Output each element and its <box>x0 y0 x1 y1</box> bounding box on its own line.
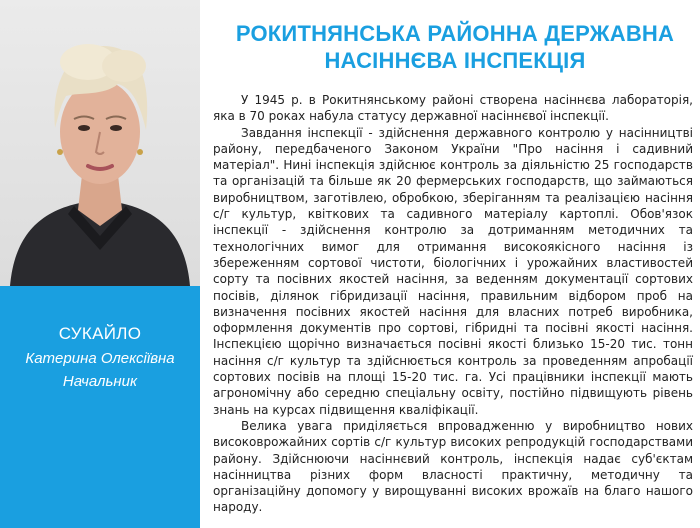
person-position: Начальник <box>62 373 138 390</box>
caption-panel <box>0 286 200 528</box>
page-title <box>220 20 690 74</box>
person-full-name: Катерина Олексіївна <box>25 350 175 367</box>
title-line-2: НАСІННЄВА ІНСПЕКЦІЯ <box>324 48 586 73</box>
paragraph-history: У 1945 р. в Рокитнянському районі створена насіннєва лабораторія, яка в 70 роках набула статусу державної насіннєвої інспекції. <box>213 93 693 124</box>
paragraph-tasks: Завдання інспекції - здійснення державного контролю у насінництві району, передбаченого Законом України "Про насіння і садивний матеріал". Нині інспекція здійснює контроль за діяльністю 25 господарств та організацій та більше як 20 фермерських господарств, що займаються виробництвом, заготівлею, обробкою, зберіганням та реалізацією насіння с/г культур, квіткових та садивного матеріалу картоплі. Обов'язок інспекції - здійснення контролю за дотриманням методичних та технологічних вимог для отримання високоякісного насіння із збереженням сортової чистоти, біологічних і урожайних властивостей сорту та посівних якостей насіння, за веденням документації сортових посівів, ділянок гібридизації насіння, правильним відбором проб на визначення посівних якостей насіння для власних потреб виробника, оформлення документів про сортові, гібридні та посівні якості насіння. Інспекцією щорічно визначається посівні якості близько 15-20 тис. тонн насіння с/г культур та здійснюється контроль за проведенням апробації сортових посівів на площі 15-20 тис. га. Усі працівники інспекції мають агрономічну або середню спеціальну освіту, постійно підвищують рівень знань на курсах підвищення кваліфікації. <box>213 125 693 417</box>
article-body <box>213 92 693 516</box>
portrait-illustration <box>0 0 200 286</box>
person-surname: СУКАЙЛО <box>58 324 142 343</box>
portrait-photo <box>0 0 200 286</box>
title-line-1: РОКИТНЯНСЬКА РАЙОННА ДЕРЖАВНА <box>235 21 675 46</box>
paragraph-varieties: Велика увага приділяється впровадженню у виробництво нових високоврожайних сортів с/г культур високих репродукцій господарствами району. Здійснюючи насіннєвий контроль, інспекція надає суб'єктам насінництва різних форм власності практичну, методичну та організаційну допомогу у вирощуванні високих врожаїв на благо нашого народу. <box>213 418 693 515</box>
